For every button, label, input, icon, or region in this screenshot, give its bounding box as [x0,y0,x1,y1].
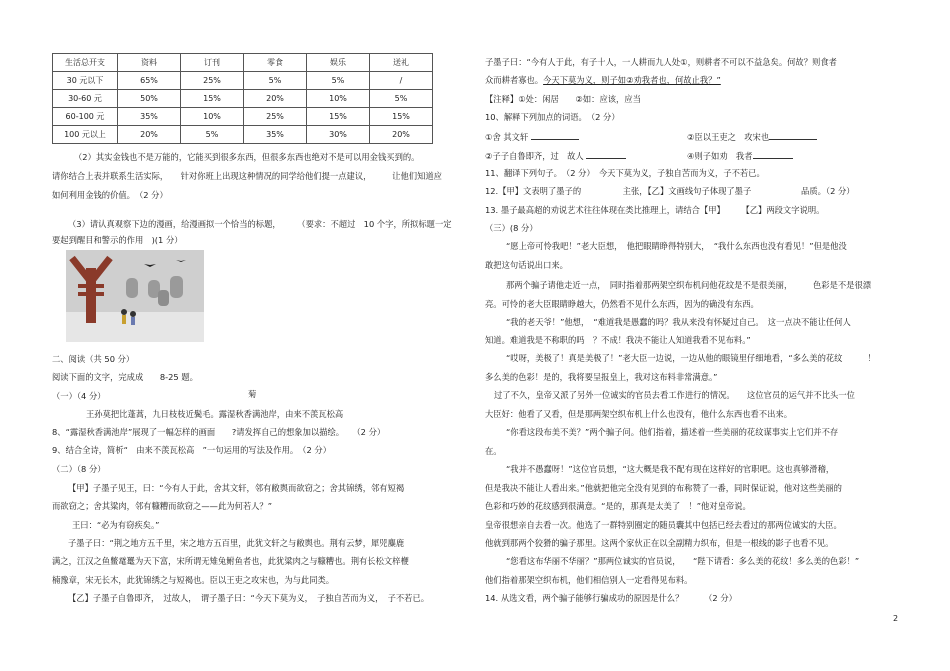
table-cell: 5% [181,126,244,144]
table-header-cell: 生活总开支 [53,54,118,72]
question-11: 11、翻译下列句子。 （2 分） 今天下莫为义，子独自苦而为义，子不若已。 [485,168,765,178]
vocab-label: ①舍 其文轩 [485,132,529,142]
passage-jia: 子墨子曰：“荆之地方五千里，宋之地方五百里，此犹文轩之与敝舆也。荆有云梦，犀兕麋鹿 [68,538,405,548]
story-paragraph: 皇帝很想亲自去看一次。他选了一群特别圈定的随员囊其中包括已经去看过的那两位诚实的大臣。 [485,520,842,530]
vocab-item [485,131,579,143]
passage-jia: 【甲】子墨子见王，曰：“今有人于此，舍其文轩，邻有敝舆而欲窃之；舍其锦绣，邻有短褐 [68,483,405,493]
story-paragraph: 但是我决不能让人看出来。”他就把他完全没有见到的布称赞了一番，同时保证说，他对这些美丽的 [485,483,842,493]
passage-jia: 楠豫章，宋无长木，此犹锦绣之与短褐也。臣以王吏之攻宋也，为与此同类。 [52,575,335,585]
story-paragraph: 大臣好：他看了又看，但是那两架空织布机上什么也没有，他什么东西也看不出来。 [485,409,792,419]
instructions: 阅读下面的文字，完成成 8-25 题。 [52,372,198,382]
part-heading: （二）（8 分） [52,464,106,474]
table-cell: 60-100 元 [53,108,118,126]
vocab-label: ②子子自鲁即齐，过 故人 [485,151,584,161]
section-heading: 二、阅读（共 50 分） [52,354,135,364]
story-paragraph: 过了不久，皇帝又派了另外一位诚实的官员去看工作进行的情况。 这位官员的运气并不比头一位 [494,390,855,400]
table-header-row [53,54,433,72]
question-3-text: 要起到醒目和警示的作用 )(1 分） [52,235,183,245]
table-cell: 20% [244,90,307,108]
story-paragraph: “您看这布华丽不华丽？”那两位诚实的官员说， “陛下请看：多么美的花纹！多么美的色彩！” [506,556,860,566]
table-cell: 30 元以下 [53,72,118,90]
table-cell: 20% [370,126,433,144]
passage-text: 众而耕者寡也。 [485,75,544,85]
story-paragraph: “我并不愚蠢呀！”这位官员想，“这大概是我不配有现在这样好的官职吧。这也真够滑稽， [506,464,835,474]
table-row [53,72,433,90]
passage-jia: 满之，江汉之鱼鳖鼋鼍为天下富，宋所谓无雉兔鲋鱼者也，此犹粱肉之与糠糟也。荆有长松文梓楩 [52,556,409,566]
story-paragraph: 他们指着那架空织布机，他们相信别人一定看得见布料。 [485,575,693,585]
table-cell: 35% [244,126,307,144]
story-paragraph: “我的老天爷！”他想， “难道我是愚蠢的吗？我从来没有怀疑过自己。 这一点决不能让任何人 [506,317,851,327]
question-2-text: 请你结合上表并联系生活实际， 针对你班上出现这种情况的同学给他们提一点建议， 让他们知道应 [52,171,442,181]
table-cell: 65% [118,72,181,90]
passage-yi [485,76,721,86]
vocab-item [687,131,817,143]
table-header-cell: 订刊 [181,54,244,72]
story-paragraph: “你看这段布美不美？”两个骗子问。他们指着，描述着一些美丽的花纹谋事实上它们并不存 [506,427,839,437]
table-header-cell: 送礼 [370,54,433,72]
poem-text: 王孙莫把比蓬蒿，九日枝枝近鬓毛。露湿秋香满池岸，由来不羡瓦松高 [86,409,344,419]
part-heading: （三）(8 分） [485,223,538,233]
table-cell: 20% [118,126,181,144]
table-header-cell: 娱乐 [307,54,370,72]
table-header-cell: 资料 [118,54,181,72]
question-8: 8、“露湿秋香满池岸”展现了一幅怎样的画面 ?请发挥自己的想象加以描绘。 （2 分） [52,427,386,437]
answer-blank[interactable] [753,150,793,159]
cartoon-illustration [66,250,204,342]
passage-jia: 王曰：“必为有窃疾矣。” [72,520,160,530]
question-2-text: 如何利用金钱的价值。 （2 分） [52,190,168,200]
poem-title: 菊 [248,389,257,399]
table-cell: 15% [307,108,370,126]
story-paragraph: 亮。可怜的老大臣眼睛睁越大，仍然看不见什么东西，因为的确没有东西。 [485,299,759,309]
table-cell: 15% [181,90,244,108]
table-cell: 5% [307,72,370,90]
answer-blank[interactable] [769,131,817,140]
story-paragraph: 色彩和巧妙的花纹感到很满意。“是的，那真是太美了 ！”他对皇帝说。 [485,501,751,511]
table-cell: 15% [370,108,433,126]
table-row [53,126,433,144]
annotation-note: 【注释】①处：闲居 ②如：应该，应当 [485,94,641,104]
vocab-label: ②臣以王吏之 攻宋也 [687,132,770,142]
table-cell: 25% [244,108,307,126]
question-12: 12.【甲】文表明了墨子的 主张，【乙】文画线句子体现了墨子 品质。（2 分） [485,186,855,196]
passage-yi: 【乙】子墨子自鲁即齐， 过故人， 谓子墨子曰：“今天下莫为义， 子独自苦而为义， 子不若已。 [68,593,430,603]
table-row [53,108,433,126]
table-cell: 30% [307,126,370,144]
table-cell: 100 元以上 [53,126,118,144]
question-14: 14. 从选文看，两个骗子能够行骗成功的原因是什么？ （2 分） [485,593,737,603]
passage-yi: 子墨子曰：“今有人于此，有子十人，一人耕而九人处①，则耕者不可以不益急矣。何故？则食者 [485,57,837,67]
story-paragraph: “哎呀，美极了！真是美极了！”老大臣一边说，一边从他的眼镜里仔细地看，“多么美的花纹 ！ [506,353,876,363]
table-cell: 5% [244,72,307,90]
vocab-item [687,150,793,162]
spending-table [52,53,433,144]
question-3-text: （3）请认真观察下边的漫画，给漫画拟一个恰当的标题， （要求：不超过 10 个字，所拟标题一定 [68,219,452,229]
story-paragraph: 敢把这句话说出口来。 [485,260,568,270]
question-13: 13. 墨子最高超的劝说艺术往往体现在类比推理上，请结合【甲】 【乙】两段文字说明。 [485,205,825,215]
underlined-sentence: 今天下莫为义，则子如②劝我者也，何故止我？” [543,75,721,85]
story-paragraph: 他就到那两个狡猾的骗子那里。这两个家伙正在以全副精力织布，但是一根线的影子也看不见。 [485,538,834,548]
vocab-item [485,150,626,162]
table-cell: 25% [181,72,244,90]
table-header-cell: 零食 [244,54,307,72]
story-paragraph: “愿上帝可怜我吧！”老大臣想， 他把眼睛睁得特别大， “我什么东西也没有看见！”但是他没 [506,241,847,251]
table-cell: / [370,72,433,90]
question-2-text: （2）其实金钱也不是万能的，它能买到很多东西，但很多东西也绝对不是可以用金钱买到的。 [74,152,420,162]
table-cell: 10% [181,108,244,126]
page-number: 2 [893,614,899,623]
answer-blank[interactable] [531,131,579,140]
table-row [53,90,433,108]
passage-jia: 而欲窃之；舍其粱肉，邻有糠糟而欲窃之——此为何若人？” [52,501,273,511]
cartoon-image [66,250,204,342]
question-10: 10、解释下列加点的词语。 （2 分） [485,112,620,122]
story-paragraph: 在。 [485,446,502,456]
story-paragraph: 多么美的色彩！是的，我将要呈报皇上，我对这布料非常满意。” [485,372,718,382]
table-cell: 35% [118,108,181,126]
vocab-label: ④则子如劝 我者 [687,151,753,161]
table-cell: 5% [370,90,433,108]
answer-blank[interactable] [586,150,626,159]
table-cell: 10% [307,90,370,108]
story-paragraph: 那两个骗子请他走近一点， 同时指着那两架空织布机问他花纹是不是很美丽， 色彩是不是很漂 [506,280,872,290]
part-heading: （一）（4 分） [52,391,106,401]
table-cell: 50% [118,90,181,108]
story-paragraph: 知道。难道我是不称职的吗 ？不成！我决不能让人知道我看不见布料。” [485,335,751,345]
table-cell: 30-60 元 [53,90,118,108]
question-9: 9、结合全诗，简析“ 由来不羡瓦松高 ”一句运用的写法及作用。 （2 分） [52,445,331,455]
